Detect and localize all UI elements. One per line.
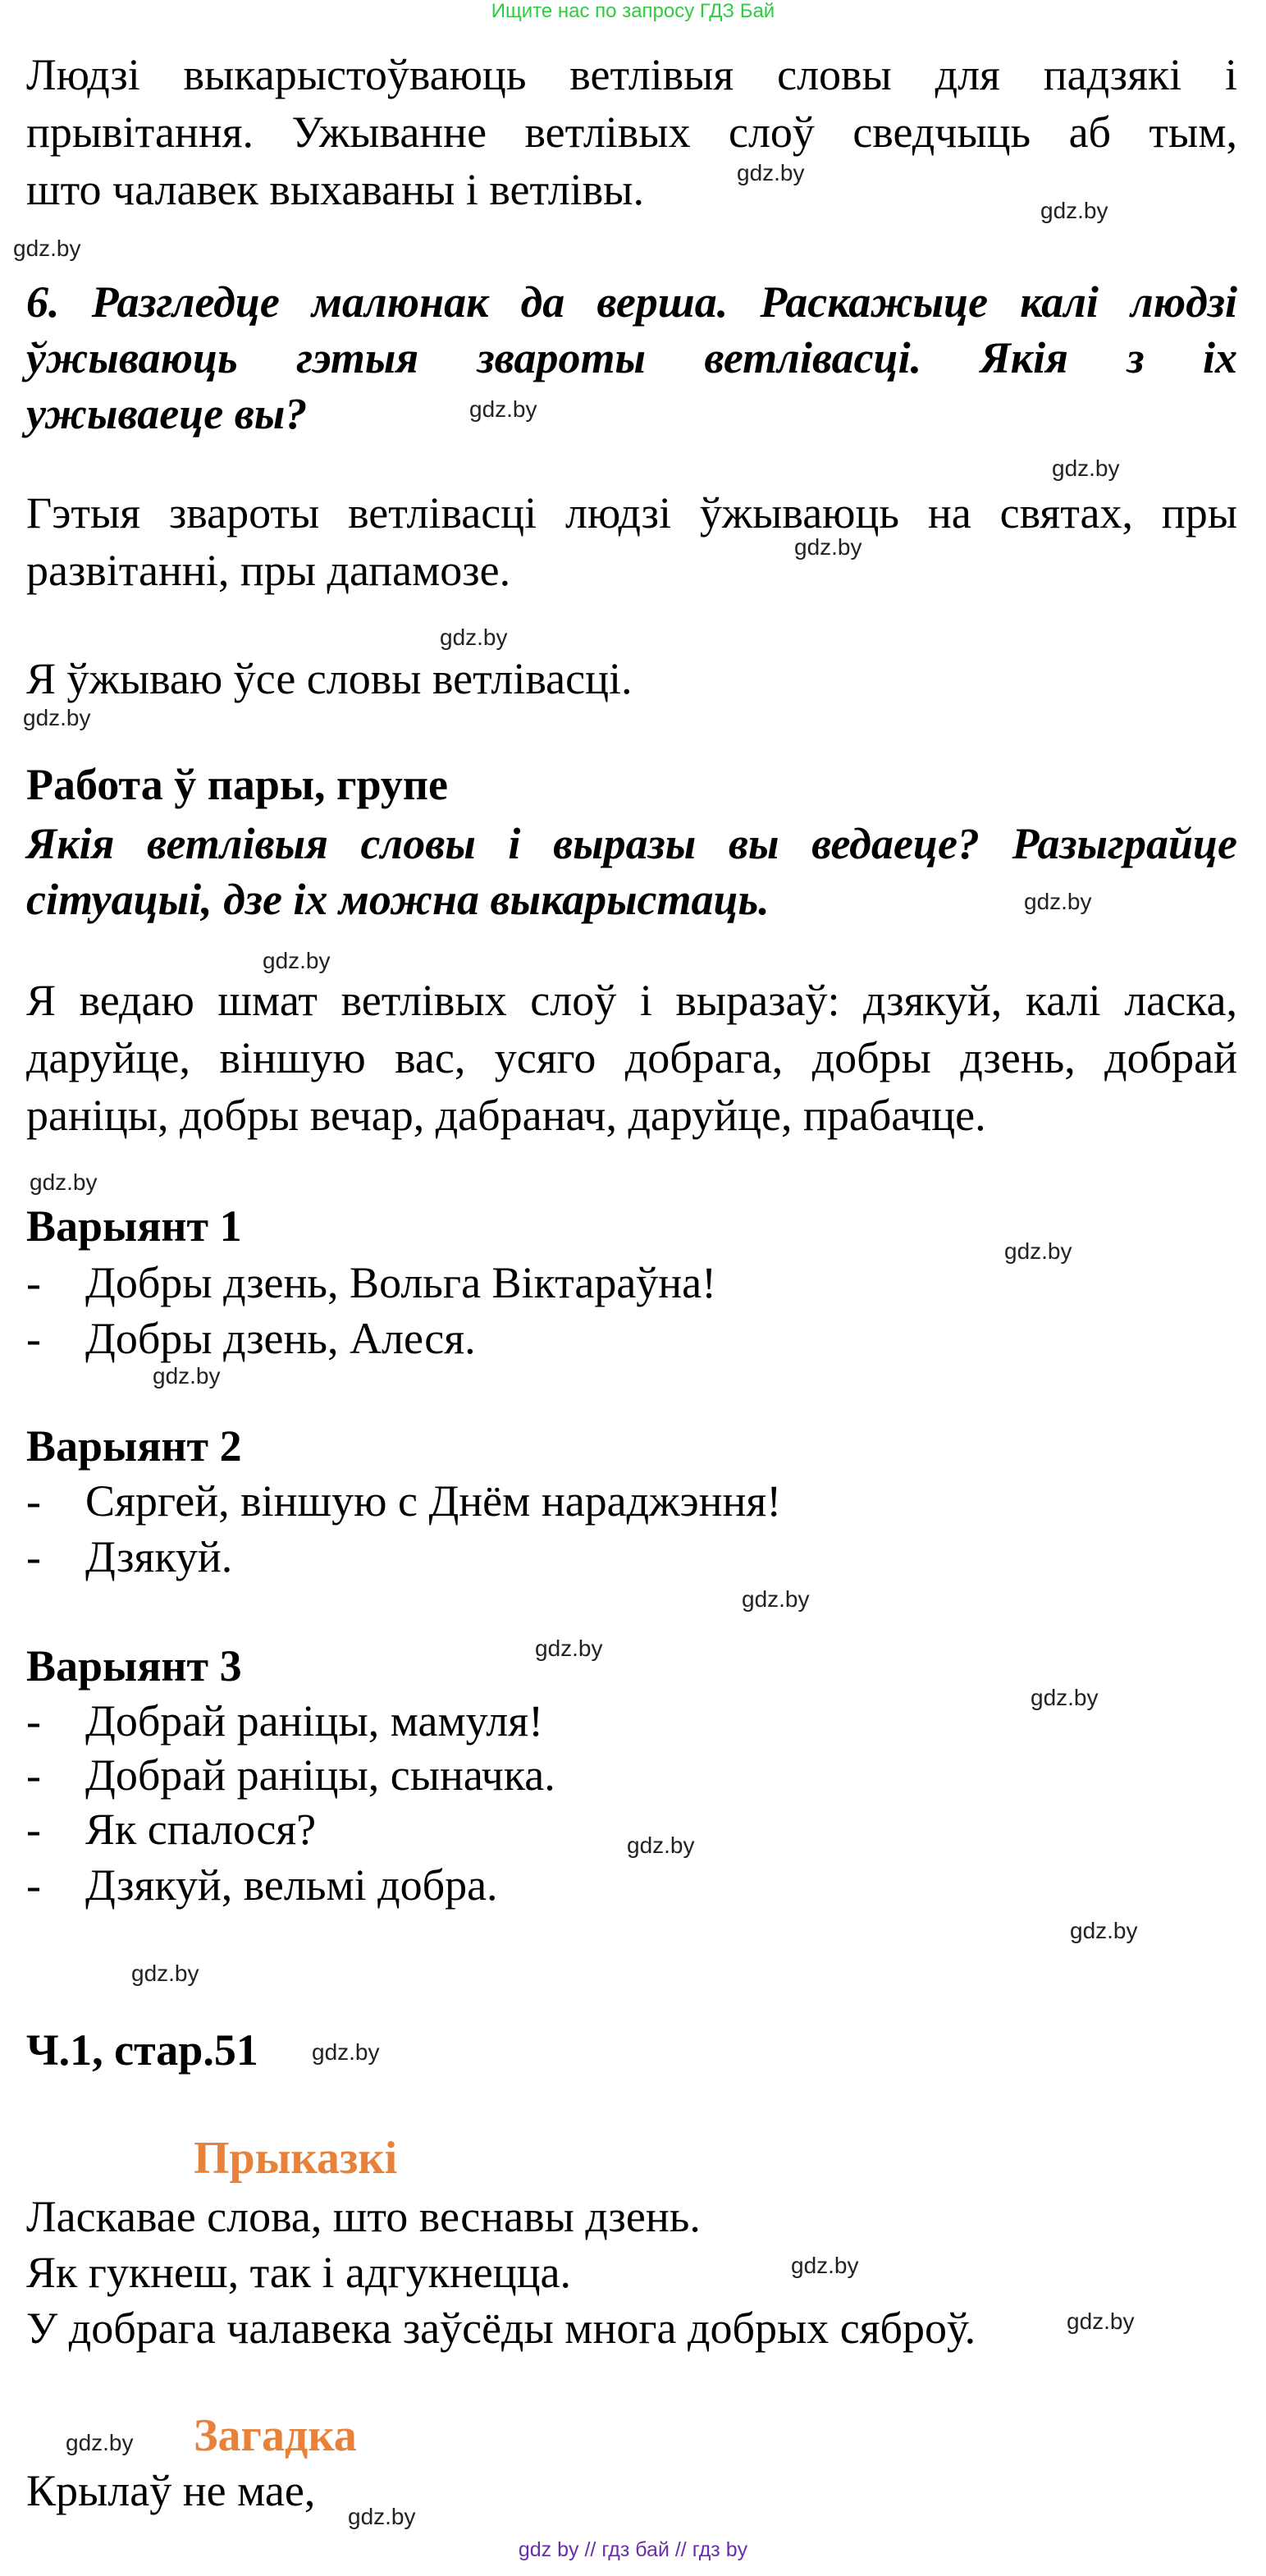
- proverbs-heading: Прыказкі: [194, 2133, 398, 2184]
- text-line: раніцы, добры вечар, дабранач, даруйце, прабачце.: [26, 1091, 986, 1140]
- text-line: Якія ветлівыя словы і выразы вы ведаеце? Разыграйце: [26, 819, 1237, 868]
- footer-links[interactable]: gdz by // гдз бай // гдз by: [518, 2538, 748, 2561]
- watermark: gdz.by: [1070, 1918, 1138, 1943]
- watermark: gdz.by: [312, 2039, 380, 2065]
- variant-2-title: Варыянт 2: [26, 1421, 242, 1471]
- text-line: сітуацыі, дзе іх можна выкарыстаць.: [26, 875, 770, 924]
- text-line: Я ведаю шмат ветлівых слоў і выразаў: дзякуй, калі ласка,: [26, 976, 1237, 1025]
- dialogue-line: - Як спалося?: [26, 1805, 317, 1854]
- text-line: што чалавек выхаваны і ветлівы.: [26, 165, 644, 214]
- watermark: gdz.by: [348, 2504, 416, 2529]
- watermark: gdz.by: [13, 236, 81, 261]
- text-line: даруйце, віншую вас, усяго добрага, добры дзень, добрай: [26, 1033, 1237, 1082]
- watermark: gdz.by: [791, 2253, 859, 2278]
- watermark: gdz.by: [66, 2430, 134, 2455]
- text-line: ўжываюць гэтыя звароты ветлівасці. Якія з іх: [26, 333, 1237, 382]
- watermark: gdz.by: [1040, 198, 1108, 223]
- text-line: 6. Разгледце малюнак да верша. Раскажыце калі людзі: [26, 277, 1237, 327]
- question-6: [26, 274, 1237, 442]
- watermark: gdz.by: [1024, 889, 1092, 914]
- watermark: gdz.by: [742, 1586, 810, 1612]
- text-line: прывітання. Ужыванне ветлівых слоў сведчыць аб тым,: [26, 108, 1237, 157]
- watermark: gdz.by: [535, 1636, 603, 1661]
- watermark: gdz.by: [30, 1169, 98, 1195]
- dialogue-line: - Добры дзень, Алеся.: [26, 1314, 476, 1363]
- watermark: gdz.by: [794, 534, 862, 560]
- page-reference: Ч.1, стар.51: [26, 2025, 258, 2075]
- text-line: ужываеце вы?: [26, 389, 308, 438]
- group-answer: [26, 972, 1237, 1144]
- intro-paragraph: [26, 46, 1237, 218]
- watermark: gdz.by: [1067, 2308, 1135, 2334]
- watermark: gdz.by: [1052, 455, 1120, 481]
- text-line: Людзі выкарыстоўваюць ветлівыя словы для падзякі і: [26, 50, 1237, 99]
- text-line: развітанні, пры дапамозе.: [26, 546, 511, 595]
- watermark: gdz.by: [153, 1363, 221, 1389]
- riddle-text: Крылаў не мае,: [26, 2466, 316, 2515]
- proverb: Як гукнеш, так і адгукнецца.: [26, 2248, 572, 2297]
- text-line: Гэтыя звароты ветлівасці людзі ўжываюць на святах, пры: [26, 488, 1237, 538]
- watermark: gdz.by: [627, 1832, 695, 1858]
- watermark: gdz.by: [737, 160, 805, 185]
- proverb: У добрага чалавека заўсёды многа добрых сяброў.: [26, 2304, 976, 2353]
- watermark: gdz.by: [1031, 1685, 1099, 1710]
- riddle-heading: Загадка: [194, 2410, 357, 2461]
- watermark: gdz.by: [131, 1961, 199, 1986]
- watermark: gdz.by: [23, 705, 91, 730]
- group-work-heading: Работа ў пары, групе: [26, 760, 448, 809]
- dialogue-line: - Добрай раніцы, мамуля!: [26, 1696, 544, 1746]
- dialogue-line: - Добры дзень, Вольга Віктараўна!: [26, 1258, 717, 1307]
- variant-1-title: Варыянт 1: [26, 1201, 242, 1251]
- site-banner[interactable]: Ищите нас по запросу ГДЗ Бай: [491, 0, 775, 22]
- watermark: gdz.by: [469, 396, 537, 422]
- answer-6: [26, 484, 1237, 599]
- dialogue-line: - Сяргей, віншую с Днём нараджэння!: [26, 1476, 782, 1526]
- variant-3-title: Варыянт 3: [26, 1641, 242, 1691]
- watermark: gdz.by: [1004, 1238, 1072, 1264]
- answer-6-personal: Я ўжываю ўсе словы ветлівасці.: [26, 654, 633, 703]
- dialogue-line: - Дзякуй.: [26, 1532, 233, 1581]
- dialogue-line: - Дзякуй, вельмі добра.: [26, 1860, 498, 1910]
- watermark: gdz.by: [440, 625, 508, 650]
- dialogue-line: - Добрай раніцы, сыначка.: [26, 1750, 555, 1800]
- watermark: gdz.by: [263, 948, 331, 973]
- proverb: Ласкавае слова, што веснавы дзень.: [26, 2192, 701, 2241]
